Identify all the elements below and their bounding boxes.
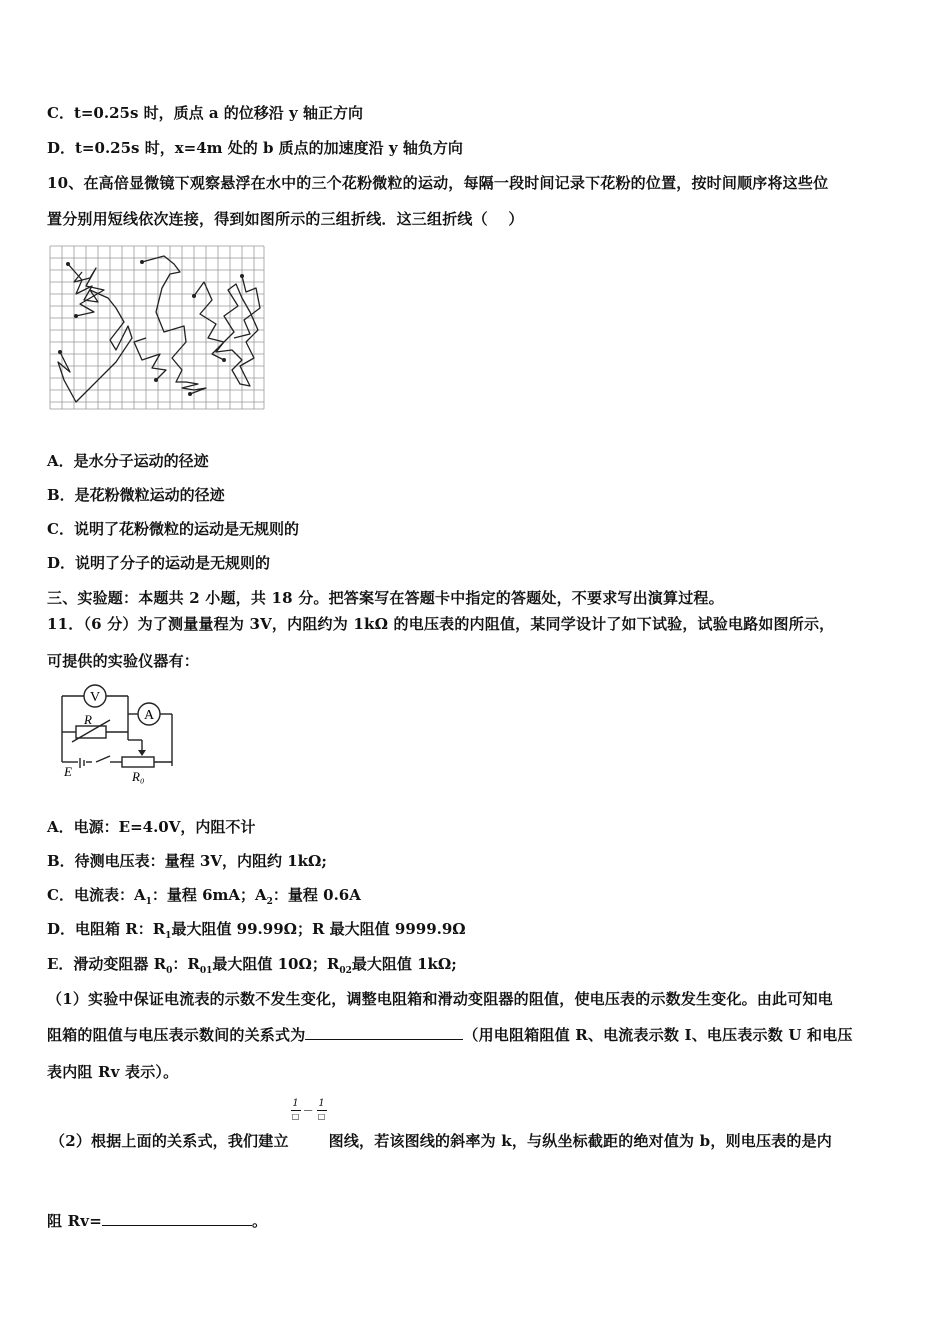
q10-stem-line1: 10、在高倍显微镜下观察悬浮在水中的三个花粉微粒的运动，每隔一段时间记录下花粉的位置，按时间顺序将这些位 [47,174,829,192]
q11-option-d: D．电阻箱 R：$R_1$最大阻值 99.99Ω；R 最大阻值 9999.9Ω [47,920,466,941]
q11-option-c: C．电流表：$A_1$：量程 6mA；$A_2$：量程 0.6A [47,886,361,907]
q11-option-e: E．滑动变阻器 $R_0$：$R_{01}$最大阻值 10Ω；$R_{02}$最大阻值 1kΩ; [47,955,457,976]
particle-path-2b [134,338,166,380]
rheostat-label: R₀ [132,769,145,784]
resistor-label: R [84,712,92,727]
section-3-heading: 三、实验题：本题共 2 小题，共 18 分。把答案写在答题卡中指定的答题处，不要求写出演算过程。 [47,589,724,607]
q11-part2-answer-line: 阻 Rv= 。 [47,1212,268,1230]
q11-part1-line2: 阻箱的阻值与电压表示数间的关系式为 （用电阻箱阻值 R、电流表示数 I、电压表示数 U 和电压 [47,1026,853,1044]
q11-stem-line2: 可提供的实验仪器有： [47,652,200,670]
q10-option-d: D．说明了分子的运动是无规则的 [47,554,271,572]
q11-option-b: B．待测电压表：量程 3V，内阻约 1kΩ; [47,852,327,870]
q10-option-b: B．是花粉微粒运动的径迹 [47,486,225,504]
brownian-motion-figure [46,242,268,414]
q10-option-c: C．说明了花粉微粒的运动是无规则的 [47,520,299,538]
q10-option-a: A．是水分子运动的径迹 [47,452,209,470]
graph-axes-fractions: 1 □ — 1 □ [291,1098,326,1121]
option-d-top: D．t=0.25s 时，x=4m 处的 b 质点的加速度沿 y 轴负方向 [47,139,463,157]
particle-path-2 [142,256,206,394]
q11-option-a: A．电源：E=4.0V，内阻不计 [47,818,256,836]
source-label: E [64,764,72,779]
particle-path-1 [58,264,132,402]
answer-blank-2[interactable] [102,1225,252,1226]
circuit-diagram [52,680,188,786]
option-c-top: C．t=0.25s 时，质点 a 的位移沿 y 轴正方向 [47,104,363,122]
answer-blank-1[interactable] [305,1039,463,1040]
q11-part1-line1: （1）实验中保证电流表的示数不发生变化，调整电阻箱和滑动变阻器的阻值，使电压表的示数发生变化。由此可知电 [47,990,833,1008]
q11-part1-line3: 表内阻 Rv 表示）。 [47,1063,179,1081]
voltmeter-label: V [89,690,101,705]
ammeter-label: A [143,708,155,723]
q11-stem-line1: 11．（6 分）为了测量量程为 3V，内阻约为 1kΩ 的电压表的内阻值，某同学设计了如下试验，试验电路如图所示， [47,615,835,633]
q11-part2-line: （2）根据上面的关系式，我们建立 1 □ — 1 □ 图线，若该图线的斜率为 k，与纵坐标截距的绝对值为 b，则电压表的是内 [50,1098,832,1150]
q10-stem-line2: 置分别用短线依次连接，得到如图所示的三组折线．这三组折线（ ） [47,210,524,228]
